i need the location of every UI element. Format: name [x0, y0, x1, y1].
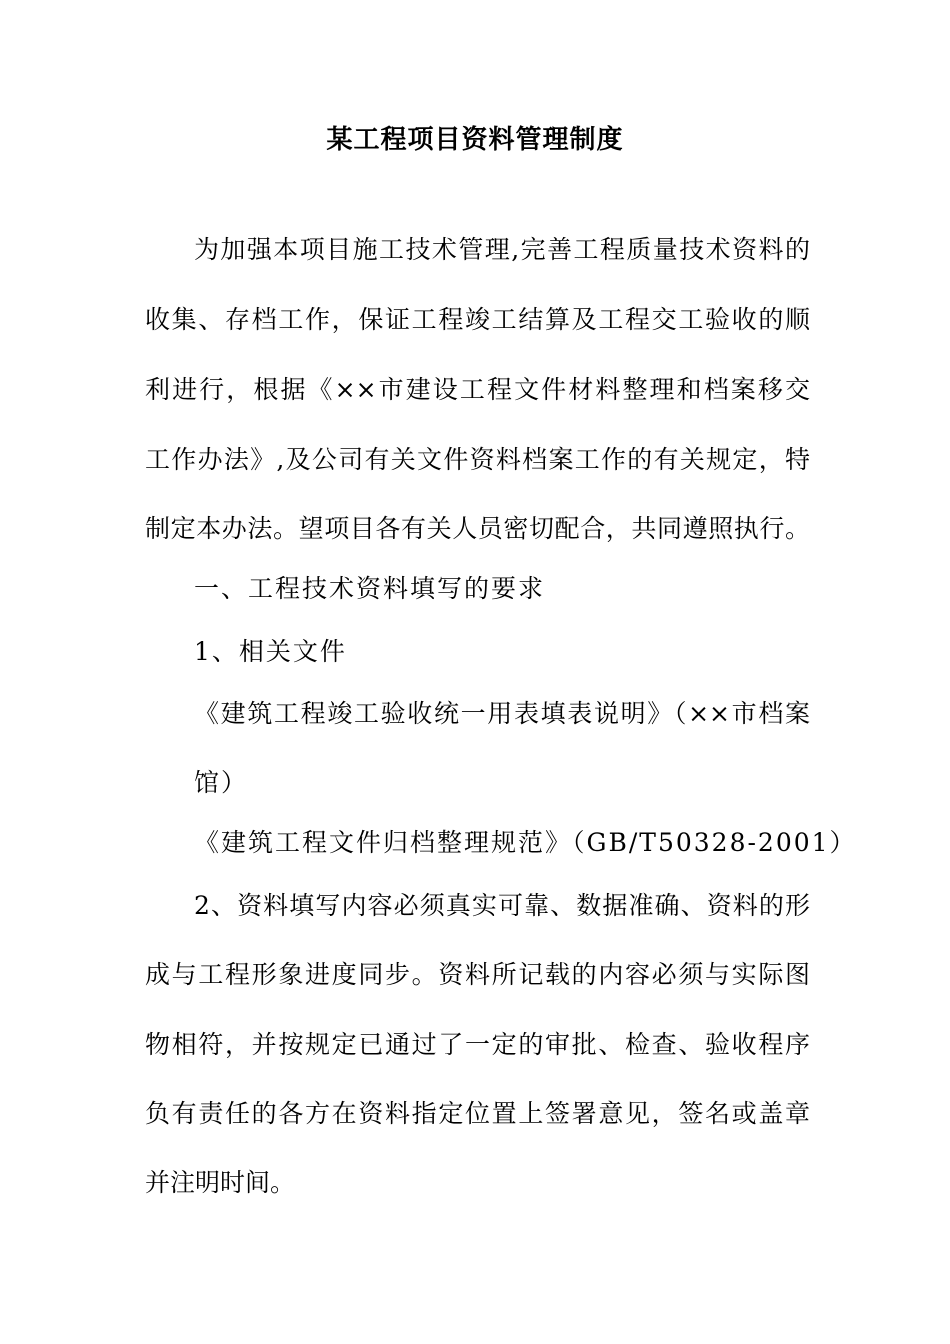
paragraph-line: 收集、存档工作，保证工程竣工结算及工程交工验收的顺 [145, 305, 810, 334]
paragraph-line: 并注明时间。 [145, 1168, 296, 1197]
reference-item: 《建筑工程文件归档整理规范》（GB/T50328-2001） [194, 828, 857, 857]
paragraph-line: 负有责任的各方在资料指定位置上签署意见，签名或盖章 [145, 1099, 810, 1128]
reference-item: 《建筑工程竣工验收统一用表填表说明》（××市档案 [194, 699, 810, 728]
paragraph-line: 工作办法》,及公司有关文件资料档案工作的有关规定，特 [145, 445, 810, 474]
paragraph-line: 制定本办法。望项目各有关人员密切配合，共同遵照执行。 [145, 514, 810, 543]
paragraph-line: 利进行，根据《××市建设工程文件材料整理和档案移交 [145, 375, 810, 404]
paragraph-line: 成与工程形象进度同步。资料所记载的内容必须与实际图 [145, 960, 810, 989]
subsection-heading: 1、相关文件 [194, 637, 347, 666]
reference-item-continued: 馆） [194, 768, 249, 797]
document-title: 某工程项目资料管理制度 [326, 125, 624, 155]
paragraph-line: 物相符，并按规定已通过了一定的审批、检查、验收程序 [145, 1030, 810, 1059]
paragraph-line: 2、资料填写内容必须真实可靠、数据准确、资料的形 [194, 891, 810, 920]
section-heading: 一、工程技术资料填写的要求 [194, 574, 546, 603]
paragraph-line: 为加强本项目施工技术管理,完善工程质量技术资料的 [194, 235, 810, 264]
